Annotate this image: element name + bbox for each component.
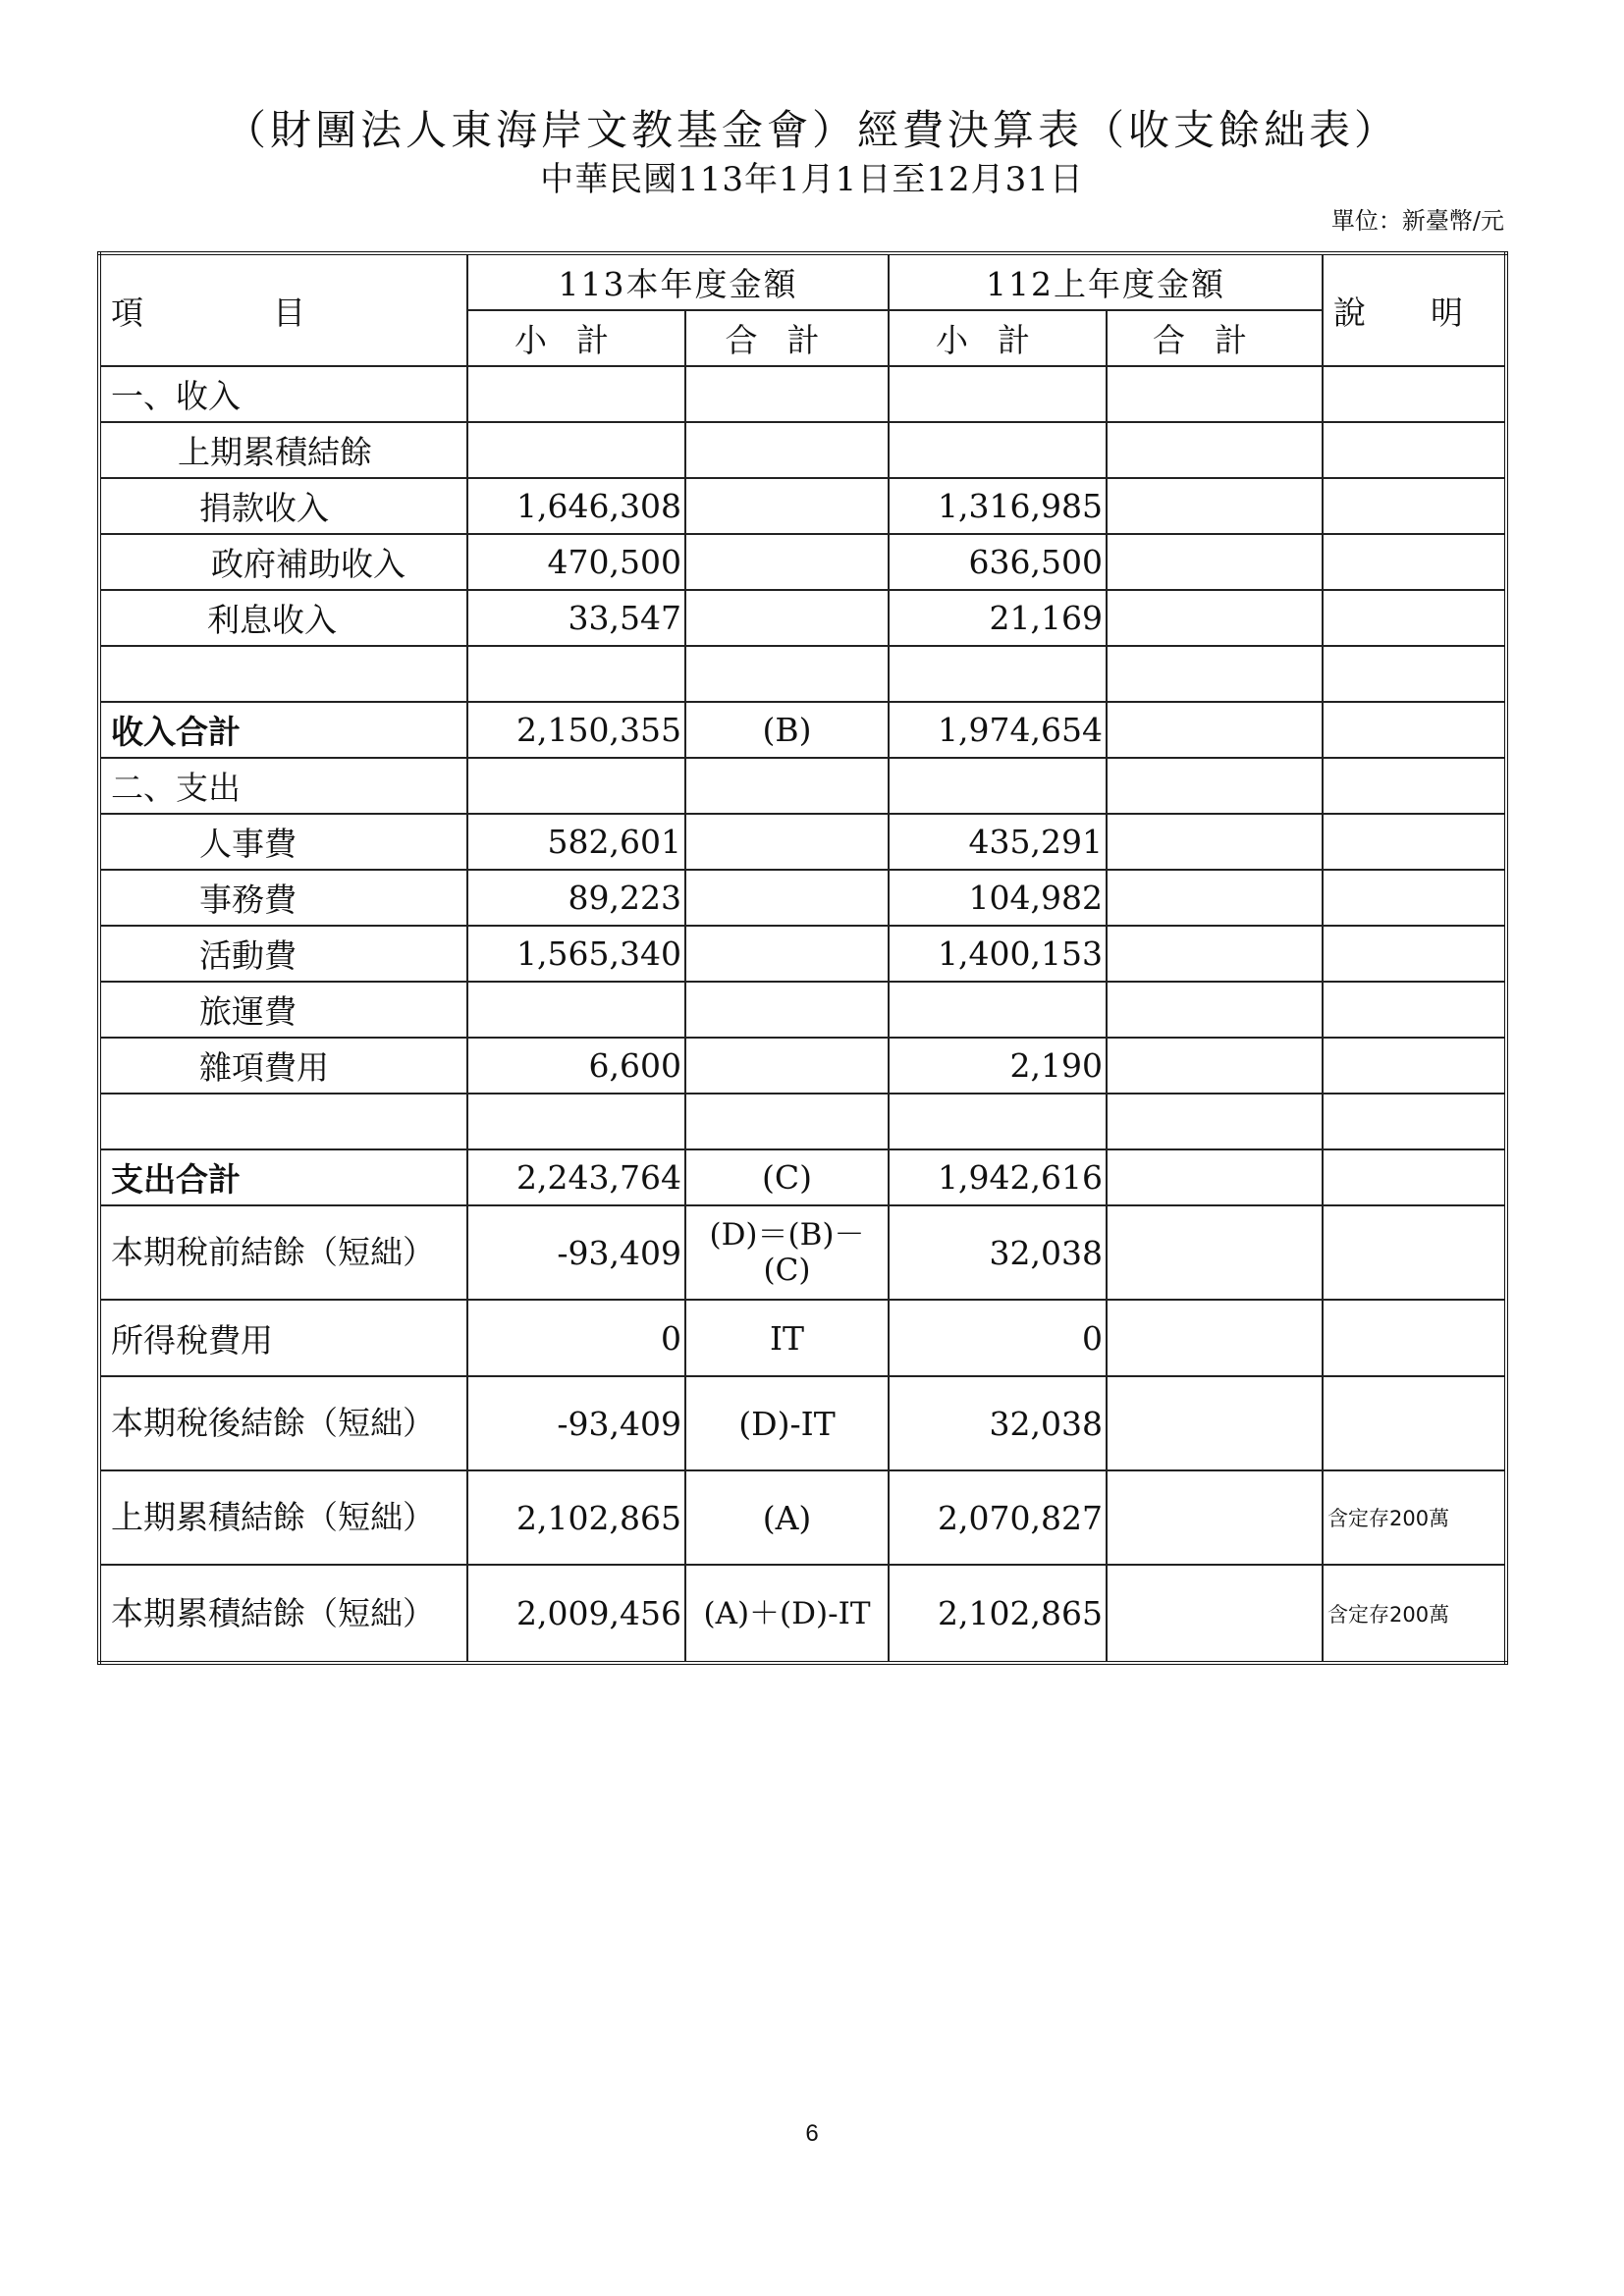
prior-total <box>1107 926 1323 982</box>
current-subtotal: 2,243,764 <box>467 1149 685 1205</box>
currency-unit: 單位：新臺幣/元 <box>1330 207 1504 235</box>
current-total <box>685 422 889 478</box>
prior-total <box>1107 646 1323 702</box>
prior-subtotal: 435,291 <box>889 814 1107 870</box>
header-prior-year: 112上年度金額 <box>889 253 1323 310</box>
current-total <box>685 926 889 982</box>
table-row <box>99 1300 1506 1376</box>
row-note <box>1323 422 1506 478</box>
row-note <box>1323 870 1506 926</box>
current-total: (D)＝(B)－(C) <box>685 1205 889 1300</box>
row-label: 事務費 <box>99 870 467 926</box>
current-subtotal <box>467 1094 685 1149</box>
prior-total <box>1107 366 1323 422</box>
table-row <box>99 590 1506 646</box>
current-total <box>685 1038 889 1094</box>
row-label: 捐款收入 <box>99 478 467 534</box>
current-subtotal <box>467 422 685 478</box>
table-row <box>99 702 1506 758</box>
table-row <box>99 534 1506 590</box>
prior-total <box>1107 422 1323 478</box>
current-total: IT <box>685 1300 889 1376</box>
prior-total <box>1107 1470 1323 1565</box>
prior-total <box>1107 1376 1323 1470</box>
table-row <box>99 1376 1506 1470</box>
table-row <box>99 646 1506 702</box>
current-total <box>685 758 889 814</box>
row-note <box>1323 926 1506 982</box>
row-label: 二、支出 <box>99 758 467 814</box>
current-subtotal: 582,601 <box>467 814 685 870</box>
header-prior-subtotal: 小計 <box>889 310 1107 366</box>
prior-total <box>1107 1149 1323 1205</box>
table-row <box>99 1149 1506 1205</box>
row-label: 本期累積結餘（短絀） <box>99 1565 467 1663</box>
row-note <box>1323 1205 1506 1300</box>
header-prior-total: 合計 <box>1107 310 1323 366</box>
current-subtotal <box>467 758 685 814</box>
budget-table <box>97 251 1508 1665</box>
prior-subtotal: 636,500 <box>889 534 1107 590</box>
header-current-year: 113本年度金額 <box>467 253 889 310</box>
current-total <box>685 870 889 926</box>
current-subtotal: 6,600 <box>467 1038 685 1094</box>
current-subtotal: 33,547 <box>467 590 685 646</box>
prior-total <box>1107 758 1323 814</box>
header-item: 項 目 <box>99 253 467 366</box>
prior-subtotal <box>889 982 1107 1038</box>
prior-subtotal: 2,102,865 <box>889 1565 1107 1663</box>
prior-subtotal: 104,982 <box>889 870 1107 926</box>
table-row <box>99 422 1506 478</box>
prior-subtotal: 1,316,985 <box>889 478 1107 534</box>
prior-total <box>1107 478 1323 534</box>
header-row-1 <box>99 253 1506 310</box>
row-label <box>99 646 467 702</box>
prior-subtotal: 2,070,827 <box>889 1470 1107 1565</box>
row-label: 本期稅前結餘（短絀） <box>99 1205 467 1300</box>
row-note <box>1323 590 1506 646</box>
table-row <box>99 478 1506 534</box>
row-note: 含定存200萬 <box>1323 1565 1506 1663</box>
row-note <box>1323 1376 1506 1470</box>
current-total: (A)＋(D)-IT <box>685 1565 889 1663</box>
current-total <box>685 478 889 534</box>
row-label: 上期累積結餘（短絀） <box>99 1470 467 1565</box>
current-subtotal <box>467 366 685 422</box>
current-subtotal: 1,565,340 <box>467 926 685 982</box>
row-label: 政府補助收入 <box>99 534 467 590</box>
table-row <box>99 1038 1506 1094</box>
row-note <box>1323 478 1506 534</box>
prior-subtotal <box>889 1094 1107 1149</box>
current-total: (C) <box>685 1149 889 1205</box>
table-row <box>99 758 1506 814</box>
row-label: 雜項費用 <box>99 1038 467 1094</box>
prior-total <box>1107 1565 1323 1663</box>
row-label: 收入合計 <box>99 702 467 758</box>
current-subtotal <box>467 982 685 1038</box>
row-note <box>1323 646 1506 702</box>
current-subtotal: 1,646,308 <box>467 478 685 534</box>
table-row <box>99 1565 1506 1663</box>
page-number: 6 <box>805 2120 819 2147</box>
table-row <box>99 926 1506 982</box>
row-label: 本期稅後結餘（短絀） <box>99 1376 467 1470</box>
prior-total <box>1107 814 1323 870</box>
current-subtotal: -93,409 <box>467 1205 685 1300</box>
current-total <box>685 646 889 702</box>
current-total: (A) <box>685 1470 889 1565</box>
current-total: (D)-IT <box>685 1376 889 1470</box>
row-label: 利息收入 <box>99 590 467 646</box>
current-total <box>685 982 889 1038</box>
current-total <box>685 814 889 870</box>
prior-subtotal: 32,038 <box>889 1205 1107 1300</box>
current-subtotal: 470,500 <box>467 534 685 590</box>
prior-subtotal: 1,942,616 <box>889 1149 1107 1205</box>
prior-subtotal: 0 <box>889 1300 1107 1376</box>
current-subtotal: 2,102,865 <box>467 1470 685 1565</box>
prior-subtotal <box>889 758 1107 814</box>
prior-total <box>1107 1094 1323 1149</box>
row-note <box>1323 982 1506 1038</box>
prior-subtotal <box>889 422 1107 478</box>
table-row <box>99 870 1506 926</box>
table-row <box>99 1470 1506 1565</box>
prior-total <box>1107 534 1323 590</box>
table-row <box>99 366 1506 422</box>
header-current-total: 合計 <box>685 310 889 366</box>
table-row <box>99 1205 1506 1300</box>
current-subtotal: 2,009,456 <box>467 1565 685 1663</box>
current-total <box>685 1094 889 1149</box>
prior-subtotal: 1,974,654 <box>889 702 1107 758</box>
current-subtotal: -93,409 <box>467 1376 685 1470</box>
row-label: 活動費 <box>99 926 467 982</box>
table-row <box>99 1094 1506 1149</box>
document-title: （財團法人東海岸文教基金會）經費決算表（收支餘絀表） <box>224 106 1399 154</box>
row-note <box>1323 534 1506 590</box>
current-subtotal: 89,223 <box>467 870 685 926</box>
row-note <box>1323 814 1506 870</box>
current-subtotal <box>467 646 685 702</box>
row-label <box>99 1094 467 1149</box>
row-label: 所得稅費用 <box>99 1300 467 1376</box>
table-row <box>99 814 1506 870</box>
prior-subtotal: 21,169 <box>889 590 1107 646</box>
row-note <box>1323 1149 1506 1205</box>
prior-total <box>1107 590 1323 646</box>
current-subtotal: 0 <box>467 1300 685 1376</box>
prior-subtotal: 32,038 <box>889 1376 1107 1470</box>
prior-total <box>1107 982 1323 1038</box>
prior-subtotal: 2,190 <box>889 1038 1107 1094</box>
prior-subtotal: 1,400,153 <box>889 926 1107 982</box>
row-note <box>1323 702 1506 758</box>
prior-subtotal <box>889 366 1107 422</box>
row-note <box>1323 1094 1506 1149</box>
prior-total <box>1107 870 1323 926</box>
row-note <box>1323 1038 1506 1094</box>
header-note: 說 明 <box>1323 253 1506 366</box>
prior-total <box>1107 702 1323 758</box>
row-note <box>1323 1300 1506 1376</box>
row-label: 旅運費 <box>99 982 467 1038</box>
current-total <box>685 534 889 590</box>
prior-total <box>1107 1038 1323 1094</box>
row-note: 含定存200萬 <box>1323 1470 1506 1565</box>
table-row <box>99 982 1506 1038</box>
header-current-subtotal: 小計 <box>467 310 685 366</box>
row-label: 一、收入 <box>99 366 467 422</box>
row-note <box>1323 758 1506 814</box>
prior-total <box>1107 1205 1323 1300</box>
row-label: 支出合計 <box>99 1149 467 1205</box>
row-note <box>1323 366 1506 422</box>
prior-subtotal <box>889 646 1107 702</box>
current-total <box>685 366 889 422</box>
current-subtotal: 2,150,355 <box>467 702 685 758</box>
row-label: 人事費 <box>99 814 467 870</box>
prior-total <box>1107 1300 1323 1376</box>
row-label: 上期累積結餘 <box>99 422 467 478</box>
current-total <box>685 590 889 646</box>
current-total: (B) <box>685 702 889 758</box>
document-period: 中華民國113年1月1日至12月31日 <box>540 160 1084 199</box>
